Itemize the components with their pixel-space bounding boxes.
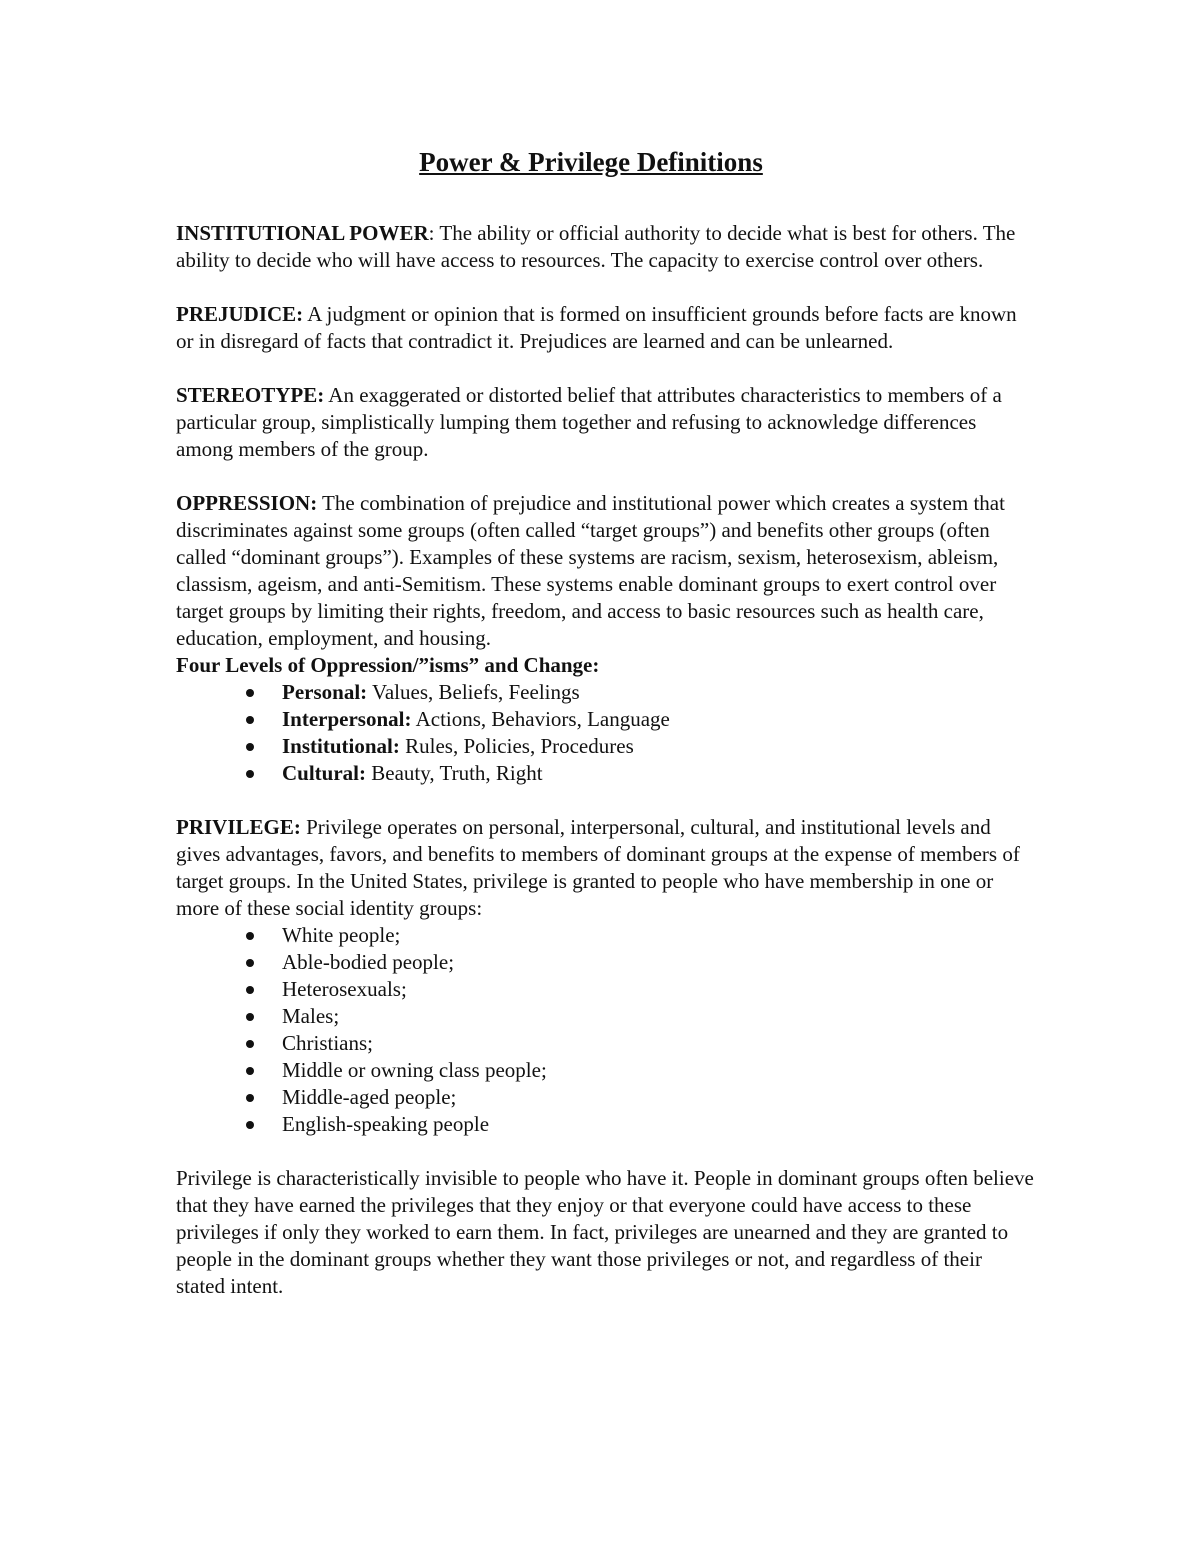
definition-oppression — [176, 490, 1036, 652]
list-item-text: Actions, Behaviors, Language — [411, 707, 670, 731]
page-title: Power & Privilege Definitions — [419, 147, 763, 177]
definition-term: PRIVILEGE: — [176, 815, 301, 839]
list-item-text: Males; — [282, 1004, 340, 1028]
definition-text: The ability or official authority to decide what is best for others. The ability to decide who will have access to resources. The capacity to exercise control over others. — [176, 221, 1016, 272]
list-item-label: Interpersonal: — [282, 707, 412, 731]
definition-text: An exaggerated or distorted belief that attributes characteristics to members of a particular group, simplistically lumping them together and refusing to acknowledge differences among members of the group. — [176, 383, 1002, 461]
levels-list — [176, 679, 1036, 787]
list-item — [282, 1111, 1036, 1138]
definition-prejudice — [176, 301, 1036, 355]
bullet-icon — [246, 959, 254, 967]
closing-paragraph: Privilege is characteristically invisible to people who have it. People in dominant groups often believe that they have earned the privileges that they enjoy or that everyone could have access to these privileges if only they worked to earn them. In fact, privileges are unearned and they are granted to people in the dominant groups whether they want those privileges or not, and regardless of their stated intent. — [176, 1166, 1034, 1298]
levels-heading: Four Levels of Oppression/”isms” and Change: — [176, 653, 600, 677]
list-item-text: Able-bodied people; — [282, 950, 455, 974]
bullet-icon — [246, 1121, 254, 1129]
definition-privilege — [176, 814, 1036, 922]
list-item — [282, 1003, 1036, 1030]
bullet-icon — [246, 770, 254, 778]
list-item — [282, 706, 1036, 733]
bullet-icon — [246, 689, 254, 697]
definition-stereotype — [176, 382, 1036, 463]
bullet-icon — [246, 1067, 254, 1075]
list-item-text: Middle or owning class people; — [282, 1058, 547, 1082]
definition-term: OPPRESSION: — [176, 491, 318, 515]
list-item — [282, 976, 1036, 1003]
list-item — [282, 1084, 1036, 1111]
list-item — [282, 922, 1036, 949]
list-item-text: Middle-aged people; — [282, 1085, 457, 1109]
list-item-label: Cultural: — [282, 761, 366, 785]
definition-separator: : — [428, 221, 435, 245]
definition-text: The combination of prejudice and institutional power which creates a system that discriminates against some groups (often called “target groups”) and benefits other groups (often called “dominant groups”). Examples of these systems are racism, sexism, heterosexism, ableism, classism, ageism, and anti-Semitism. These systems enable dominant groups to exert control over target groups by limiting their rights, freedom, and access to basic resources such as health care, education, employment, and housing. — [176, 491, 1005, 650]
list-item-text: Rules, Policies, Procedures — [399, 734, 634, 758]
definition-term: STEREOTYPE: — [176, 383, 325, 407]
bullet-icon — [246, 743, 254, 751]
list-item — [282, 679, 1036, 706]
list-item-text: Beauty, Truth, Right — [366, 761, 543, 785]
list-item — [282, 949, 1036, 976]
list-item-text: Values, Beliefs, Feelings — [367, 680, 580, 704]
list-item-label: Institutional: — [282, 734, 400, 758]
list-item-text: Christians; — [282, 1031, 374, 1055]
privilege-groups-list — [176, 922, 1036, 1138]
bullet-icon — [246, 716, 254, 724]
list-item — [282, 1057, 1036, 1084]
definition-term: INSTITUTIONAL POWER — [176, 221, 429, 245]
definition-term: PREJUDICE: — [176, 302, 304, 326]
list-item — [282, 733, 1036, 760]
document-page — [176, 140, 1036, 1327]
list-item — [282, 1030, 1036, 1057]
bullet-icon — [246, 1013, 254, 1021]
list-item-text: English-speaking people — [282, 1112, 490, 1136]
definition-institutional-power — [176, 220, 1036, 274]
list-item — [282, 760, 1036, 787]
bullet-icon — [246, 932, 254, 940]
definition-text: Privilege operates on personal, interpersonal, cultural, and institutional levels and gives advantages, favors, and benefits to members of dominant groups at the expense of members of target groups. In the United States, privilege is granted to people who have membership in one or more of these social identity groups: — [176, 815, 1020, 920]
bullet-icon — [246, 986, 254, 994]
list-item-text: White people; — [282, 923, 401, 947]
definition-text: A judgment or opinion that is formed on insufficient grounds before facts are known or in disregard of facts that contradict it. Prejudices are learned and can be unlearned. — [176, 302, 1017, 353]
bullet-icon — [246, 1094, 254, 1102]
list-item-label: Personal: — [282, 680, 368, 704]
bullet-icon — [246, 1040, 254, 1048]
list-item-text: Heterosexuals; — [282, 977, 407, 1001]
